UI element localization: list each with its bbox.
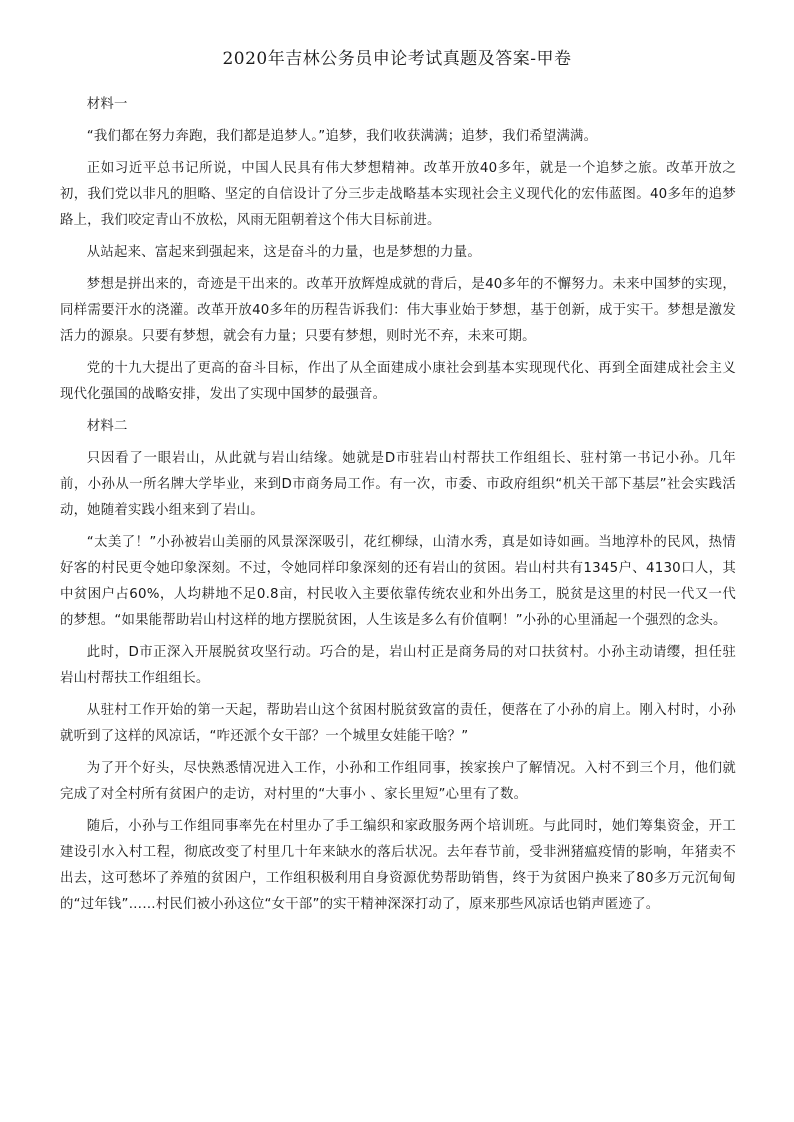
paragraph: 此时，D市正深入开展脱贫攻坚行动。巧合的是，岩山村正是商务局的对口扶贫村。小孙主动请缨，担任驻岩山村帮扶工作组组长。 (60, 645, 736, 686)
paragraph: 为了开个好头，尽快熟悉情况进入工作，小孙和工作组同事，挨家挨户了解情况。入村不到三个月，他们就完成了对全村所有贫困户的走访，对村里的“大事小 、家长里短”心里有了数。 (60, 761, 736, 802)
paragraph: “我们都在努力奔跑，我们都是追梦人。”追梦，我们收获满满；追梦，我们希望满满。 (86, 129, 598, 144)
paragraph: 正如习近平总书记所说，中国人民具有伟大梦想精神。改革开放40多年，就是一个追梦之旅。改革开放之初，我们党以非凡的胆略、坚定的自信设计了分三步走战略基本实现社会主义现代化的宏伟蓝图。40多年的追梦路上，我们咬定青山不放松，风雨无阻朝着这个伟大目标前进。 (60, 161, 736, 228)
section-heading-2: 材料二 (86, 419, 128, 434)
paragraph: “太美了！”小孙被岩山美丽的风景深深吸引，花红柳绿，山清水秀，真是如诗如画。当地淳朴的民风，热情好客的村民更令她印象深刻。不过，令她同样印象深刻的还有岩山的贫困。岩山村共有1345户、4130口人，其中贫困户占60%，人均耕地不足0.8亩，村民收入主要依靠传统农业和外出务工，脱贫是这里的村民一代又一代的梦想。“如果能帮助岩山村这样的地方摆脱贫困，人生该是多么有价值啊！”小孙的心里涌起一个强烈的念头。 (60, 535, 736, 628)
section-heading-1: 材料一 (86, 97, 128, 112)
document-body (60, 92, 736, 924)
document-title: 2020年吉林公务员申论考试真题及答案-甲卷 (222, 49, 572, 69)
paragraph: 从站起来、富起来到强起来，这是奋斗的力量，也是梦想的力量。 (86, 245, 481, 260)
paragraph: 梦想是拼出来的，奇迹是干出来的。改革开放辉煌成就的背后，是40多年的不懈努力。未来中国梦的实现，同样需要汗水的浇灌。改革开放40多年的历程告诉我们：伟大事业始于梦想，基于创新，成于实干。梦想是激发活力的源泉。只要有梦想，就会有力量；只要有梦想，则时光不弃，未来可期。 (60, 277, 736, 344)
paragraph: 只因看了一眼岩山，从此就与岩山结缘。她就是D市驻岩山村帮扶工作组组长、驻村第一书记小孙。几年前，小孙从一所名牌大学毕业，来到D市商务局工作。有一次，市委、市政府组织“机关干部下基层”社会实践活动，她随着实践小组来到了岩山。 (60, 451, 736, 518)
paragraph: 随后，小孙与工作组同事率先在村里办了手工编织和家政服务两个培训班。与此同时，她们筹集资金，开工建设引水入村工程，彻底改变了村里几十年来缺水的落后状况。去年春节前，受非洲猪瘟疫情的影响，年猪卖不出去，这可愁坏了养殖的贫困户，工作组积极利用自身资源优势帮助销售，终于为贫困户换来了80多万元沉甸甸的“过年钱”……村民们被小孙这位“女干部”的实干精神深深打动了，原来那些风凉话也销声匿迹了。 (60, 819, 736, 912)
paragraph: 从驻村工作开始的第一天起，帮助岩山这个贫困村脱贫致富的责任，便落在了小孙的肩上。刚入村时，小孙就听到了这样的风凉话，“咋还派个女干部？一个城里女娃能干啥？” (60, 703, 736, 744)
paragraph: 党的十九大提出了更高的奋斗目标，作出了从全面建成小康社会到基本实现现代化、再到全面建成社会主义现代化强国的战略安排，发出了实现中国梦的最强音。 (60, 361, 736, 402)
